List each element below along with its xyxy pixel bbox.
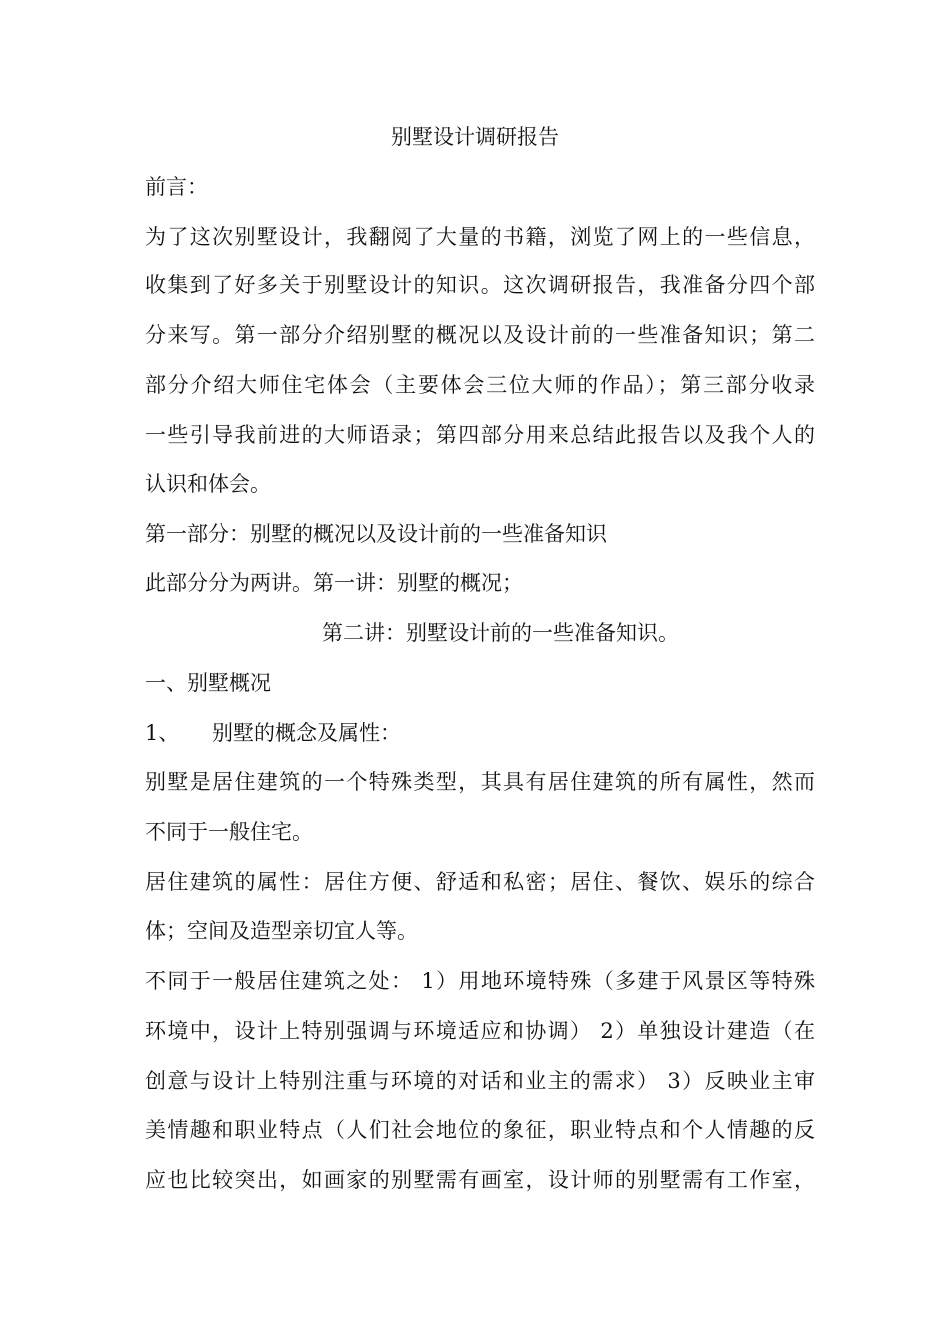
item-heading — [145, 718, 815, 748]
preface-line: 分来写。第一部分介绍别墅的概况以及设计前的一些准备知识；第二 — [145, 323, 815, 347]
part1-heading: 第一部分：别墅的概况以及设计前的一些准备知识 — [145, 522, 607, 546]
difference-line: 环境中，设计上特别强调与环境适应和协调） 2）单独设计建造（在 — [145, 1019, 815, 1043]
preface-line: 收集到了好多关于别墅设计的知识。这次调研报告，我准备分四个部 — [145, 273, 815, 297]
item-text: 别墅的概念及属性： — [212, 721, 401, 745]
preface-line: 部分介绍大师住宅体会（主要体会三位大师的作品）；第三部分收录 — [145, 373, 815, 397]
section-heading: 一、别墅概况 — [145, 671, 271, 695]
definition-line: 别墅是居住建筑的一个特殊类型，其具有居住建筑的所有属性，然而 — [145, 770, 815, 794]
preface-line: 为了这次别墅设计，我翻阅了大量的书籍，浏览了网上的一些信息， — [145, 225, 815, 249]
attribute-line: 居住建筑的属性：居住方便、舒适和私密；居住、餐饮、娱乐的综合 — [145, 870, 815, 894]
preface-line: 一些引导我前进的大师语录；第四部分用来总结此报告以及我个人的 — [145, 423, 815, 447]
preface-line: 认识和体会。 — [145, 472, 271, 496]
document-title: 别墅设计调研报告 — [391, 125, 559, 149]
difference-line: 不同于一般居住建筑之处： 1）用地环境特殊（多建于风景区等特殊 — [145, 969, 815, 993]
item-number: 1、 — [145, 721, 180, 745]
definition-line: 不同于一般住宅。 — [145, 820, 313, 844]
attribute-line: 体；空间及造型亲切宜人等。 — [145, 919, 418, 943]
part1-intro-line: 此部分分为两讲。第一讲：别墅的概况； — [145, 571, 523, 595]
preface-heading: 前言： — [145, 175, 208, 199]
difference-line: 创意与设计上特别注重与环境的对话和业主的需求） 3）反映业主审 — [145, 1069, 815, 1093]
difference-line: 应也比较突出，如画家的别墅需有画室，设计师的别墅需有工作室， — [145, 1168, 815, 1192]
part1-intro-line: 第二讲：别墅设计前的一些准备知识。 — [322, 621, 679, 645]
difference-line: 美情趣和职业特点（人们社会地位的象征，职业特点和个人情趣的反 — [145, 1118, 815, 1142]
